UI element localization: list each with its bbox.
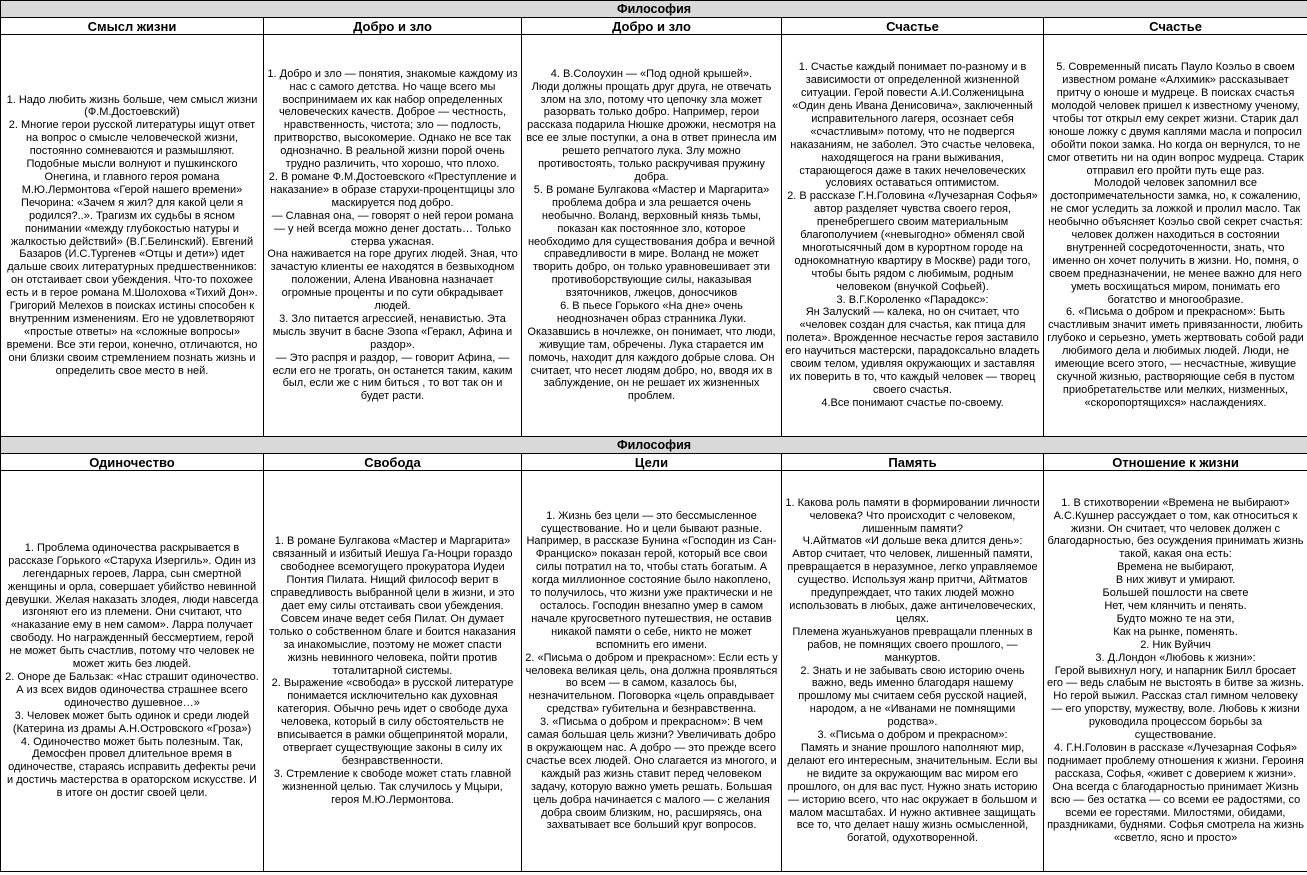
column-heading: Добро и зло xyxy=(522,18,782,35)
topic-text: 4. В.Солоухин — «Под одной крышей». Люди должны прощать друг друга, не отвечать злом на зло, потому что цепочку зла может разорвать только добро. Например, герои рассказа подарила Нюшке дрожжи, несмотря на все ее злые поступки, а она в ответ принесла им решето репчатого лука. Злу можно противостоять, только раскручивая пружину добра. 5. В романе Булгакова «Мастер и Маргарита» проблема добра и зла решается очень необычно. Воланд, верховный князь тьмы, показан как постоянное зло, которое необходимо для существования добра и вечной справедливости в мире. Воланд не может творить добро, он только уравновешивает эти противоборствующие силы, наказывая взяточников, лжецов, доносчиков 6. В пьесе Горького «На дне» очень неоднозначен образ странника Луки. Оказавшись в ночлежке, он понимает, что люди, живущие там, обречены. Лука старается им помочь, находит для каждого добрые слова. Он считает, что несет людям добро, но, вводя их в заблуждение, он не решает их жизненных проблем. xyxy=(522,35,782,437)
column-heading: Смысл жизни xyxy=(1,18,264,35)
section-title-row xyxy=(1,437,1307,454)
topic-text: 1. В стихотворении «Времена не выбирают» А.С.Кушнер рассуждает о том, как относиться к жизни. Он считает, что человек должен с благодарностью, без осуждения принимать жизнь такой, какая она есть: Времена не выбирают, В них живут и умирают. Большей пошлости на свете Нет, чем клянчить и пенять. Будто можно те на эти, Как на рынке, поменять. 2. Ник Вуйчич 3. Д.Лондон «Любовь к жизни»: Герой вывихнул ногу, и напарник Билл бросает его — ведь слабым не выстоять в битве за жизнь. Но герой выжил. Рассказ стал гимном человеку — его упорству, мужеству, воле. Любовь к жизни руководила процессом борьбы за существование. 4. Г.Н.Головин в рассказе «Лучезарная Софья» поднимает проблему отношения к жизни. Героиня рассказа, Софья, «живет с доверием к жизни». Она всегда с благодарностью принимает Жизнь всю — без остатка — со всеми ее радостями, со всеми ее горестями. Милостями, обидами, праздниками, буднями. Софья смотрела на жизнь «светло, ясно и просто» xyxy=(1044,471,1307,872)
column-heading: Память xyxy=(782,454,1044,471)
column-heading: Одиночество xyxy=(1,454,264,471)
column-headings-row xyxy=(1,454,1307,471)
topic-text: 1. Счастье каждый понимает по-разному и в зависимости от определенной жизненной ситуации. Герой повести А.И.Солженицына «Один день Ивана Денисовича», заключенный исправительного лагеря, осознает себя «счастливым» потому, что не подвергся наказаниям, не заболел. Это счастье человека, находящегося на грани выживания, старающегося даже в таких нечеловеческих условиях оставаться оптимистом. 2. В рассказе Г.Н.Головина «Лучезарная Софья» автор разделяет чувства своего героя, пренебрегшего своим материальным благополучием («невыгодно» обменял свой многотысячный дом в курортном городе на однокомнатную квартиру в Москве) ради того, чтобы быть рядом с любимым, родным человеком (внучкой Софьей). 3. В.Г.Короленко «Парадокс»: Ян Залуский — калека, но он считает, что «человек создан для счастья, как птица для полета». Врожденное несчастье героя заставило его научиться мастерски, парадоксально владеть своим телом, удивляя окружающих и заставляя их поверить в то, что каждый человек — творец своего счастья. 4.Все понимают счастье по-своему. xyxy=(782,35,1044,437)
topic-text: 1. Надо любить жизнь больше, чем смысл жизни (Ф.М.Достоевский) 2. Многие герои русской литературы ищут ответ на вопрос о смысле человеческой жизни, постоянно сомневаются и размышляют. Подобные мысли волнуют и пушкинского Онегина, и главного героя романа М.Ю.Лермонтова «Герой нашего времени» Печорина: «Зачем я жил? для какой цели я родился?..». Трагизм их судьбы в ясном понимании «между глубокостью натуры и жалкостью действий» (В.Г.Белинский). Евгений Базаров (И.С.Тургенев «Отцы и дети») идет дальше своих литературных предшественников: он отстаивает свои убеждения. Что-то похожее есть и в герое романа М.Шолохова «Тихий Дон». Григорий Мелехов в поисках истины способен к внутренним изменениям. Его не удовлетворяют «простые ответы» на «сложные вопросы» времени. Все эти герои, конечно, отличаются, но они близки своим стремлением познать жизнь и определить свое место в ней. xyxy=(1,35,264,437)
topic-text: 1. Жизнь без цели — это бессмысленное существование. Но и цели бывают разные. Например, в рассказе Бунина «Господин из Сан-Франциско» показан герой, который все свои силы потратил на то, чтобы стать богатым. А когда миллионное состояние было накоплено, то получилось, что жизни уже практически и не осталось. Господин внезапно умер в самом начале кругосветного путешествия, не оставив никакой памяти о себе, никто не может вспомнить его имени. 2. «Письма о добром и прекрасном»: Если есть у человека великая цель, она должна проявляться во всем — в самом, казалось бы, незначительном. Поговорка «цель оправдывает средства» губительна и безнравственна. 3. «Письма о добром и прекрасном»: В чем самая большая цель жизни? Увеличивать добро в окружающем нас. А добро — это прежде всего счастье всех людей. Оно слагается из многого, и каждый раз жизнь ставит перед человеком задачу, которую важно уметь решать. Большая цель добра начинается с малого — с желания добра своим близким, но, расширяясь, она захватывает все больший круг вопросов. xyxy=(522,471,782,872)
topic-text: 5. Современный писать Пауло Коэльо в своем известном романе «Алхимик» рассказывает притчу о юноше и мудреце. В поисках счастья молодой человек пришел к известному ученому, чтобы тот открыл ему секрет жизни. Старик дал юноше ложку с двумя каплями масла и попросил обойти покои замка. Но когда он вернулся, то не смог ответить ни на один вопрос мудреца. Старик отправил его пройти путь еще раз. Молодой человек запомнил все достопримечательности замка, но, к сожалению, не смог уследить за ложкой и пролил масло. Так необычно объясняет Коэльо свой секрет счастья: человек должен находиться в состоянии внутренней сосредоточенности, знать, что именно он хочет получить в жизни. Но, помня, о своем предназначении, не менее важно для него уметь восхищаться миром, понимать его богатство и многообразие. 6. «Письма о добром и прекрасном»: Быть счастливым значит иметь привязанности, любить глубоко и серьезно, уметь жертвовать собой ради любимого дела и любимых людей. Люди, не имеющие всего этого, — несчастные, живущие скучной жизнью, растворяющие себя в пустом приобретательстве или мелких, низменных, «скоропортящихся» наслаждениях. xyxy=(1044,35,1307,437)
column-heading: Счастье xyxy=(782,18,1044,35)
section-title: Философия xyxy=(1,437,1307,454)
content-row xyxy=(1,35,1307,437)
column-heading: Отношение к жизни xyxy=(1044,454,1307,471)
topic-text: 1. В романе Булгакова «Мастер и Маргарита» связанный и избитый Иешуа Га-Ноцри гораздо свободнее всемогущего прокуратора Иудеи Понтия Пилата. Нищий философ верит в справедливость выбранной цели в жизни, и это дает ему силы отстаивать свои убеждения. Совсем иначе ведет себя Пилат. Он думает только о собственном благе и боится наказания за инакомыслие, поэтому не может спасти жизнь невинного человека, пойти против тоталитарной системы. 2. Выражение «свобода» в русской литературе понимается исключительно как духовная категория. Обычно речь идет о свободе духа человека, который в силу обстоятельств не вписывается в рамки общепринятой морали, отвергает существующие законы в силу их безнравственности. 3. Стремление к свободе может стать главной жизненной целью. Так случилось у Мцыри, героя М.Ю.Лермонтова. xyxy=(264,471,522,872)
column-heading: Свобода xyxy=(264,454,522,471)
section-title: Философия xyxy=(1,1,1307,18)
column-heading: Цели xyxy=(522,454,782,471)
column-heading: Счастье xyxy=(1044,18,1307,35)
content-row xyxy=(1,471,1307,872)
column-headings-row xyxy=(1,18,1307,35)
section-title-row xyxy=(1,1,1307,18)
topic-text: 1. Какова роль памяти в формировании личности человека? Что происходит с человеком, лишенным памяти? Ч.Айтматов «И дольше века длится день»: Автор считает, что человек, лишенный памяти, превращается в неразумное, легко управляемое существо. Используя жанр притчи, Айтматов предупреждает, что таких людей можно использовать в любых, даже античеловеческих, целях. Племена жуаньжуанов превращали пленных в рабов, не помнящих своего прошлого, — манкуртов. 2. Знать и не забывать свою историю очень важно, ведь именно благодаря нашему прошлому мы считаем себя русской нацией, народом, а не «Иванами не помнящими родства». 3. «Письма о добром и прекрасном»: Память и знание прошлого наполняют мир, делают его интересным, значительным. Если вы не видите за окружающим вас миром его прошлого, он для вас пуст. Нужно знать историю — историю всего, что нас окружает в большом и малом масштабах. И нужно активнее защищать все то, что делает нашу жизнь осмысленной, богатой, одухотворенной. xyxy=(782,471,1044,872)
column-heading: Добро и зло xyxy=(264,18,522,35)
topic-text: 1. Проблема одиночества раскрывается в рассказе Горького «Старуха Изергиль». Один из легендарных героев, Ларра, сын смертной женщины и орла, совершает убийство невинной девушки. Желая наказать злодея, люди навсегда изгоняют его из племени. Они считают, что «наказание ему в нем самом». Ларра получает свободу. Но награжденный бессмертием, герой не может быть счастлив, потому что человек не может жить без людей. 2. Оноре де Бальзак: «Нас страшит одиночество. А из всех видов одиночества страшнее всего одиночество душевное…» 3. Человек может быть одинок и среди людей (Катерина из драмы А.Н.Островского «Гроза») 4. Одиночество может быть полезным. Так, Демосфен провел длительное время в одиночестве, стараясь исправить дефекты речи и достичь мастерства в ораторском искусстве. И в итоге он достиг своей цели. xyxy=(1,471,264,872)
topic-text: 1. Добро и зло — понятия, знакомые каждому из нас с самого детства. Но чаще всего мы воспринимаем их как набор определенных человеческих качеств. Доброе — честность, нравственность, чистота; зло — подлость, притворство, высокомерие. Однако не все так однозначно. В реальной жизни порой очень трудно различить, что хорошо, что плохо. 2. В романе Ф.М.Достоевского «Преступление и наказание» в образе старухи-процентщицы зло маскируется под добро. — Славная она, — говорят о ней герои романа — у ней всегда можно денег достать… Только стерва ужасная. Она наживается на горе других людей. Зная, что зачастую клиенты ее находятся в безвыходном положении, Алена Ивановна назначает огромные проценты и по сути обкрадывает людей. 3. Зло питается агрессией, ненавистью. Эта мысль звучит в басне Эзопа «Геракл, Афина и раздор». — Это распря и раздор, — говорит Афина, — если его не трогать, он останется таким, каким был, если же с ним биться , то вот так он и будет расти. xyxy=(264,35,522,437)
